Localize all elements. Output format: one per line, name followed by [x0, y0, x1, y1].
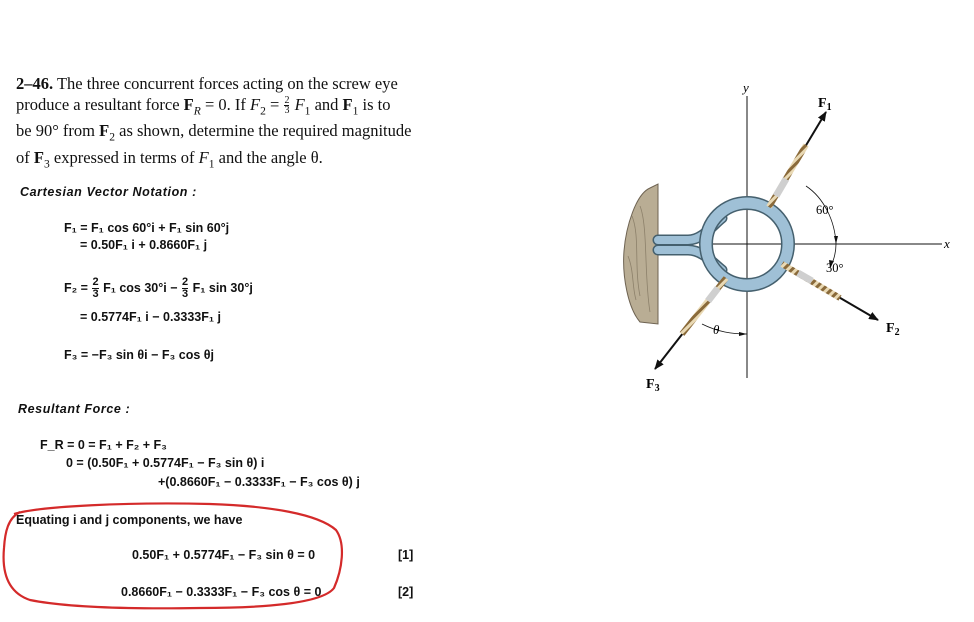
f1-rope-sleeve	[776, 179, 786, 196]
equation-1: 0.50F₁ + 0.5774F₁ − F₃ sin θ = 0	[132, 548, 316, 562]
f3-rope	[682, 278, 726, 334]
fr-equation-line-1: F_R = 0 = F₁ + F₂ + F₃	[40, 438, 167, 452]
f2-equation-line-1: F₂ = $\frac{2}{3}$ F₁ cos 30°i − $\frac{2}{3}$ F₁ sin 30°j	[64, 276, 253, 300]
fr-equation-line-3: +(0.8660F₁ − 0.3333F₁ − F₃ cos θ) j	[158, 475, 360, 489]
problem-number: 2–46.	[16, 74, 54, 93]
x-axis-label: x	[944, 236, 950, 251]
fr-equation-line-2: 0 = (0.50F₁ + 0.5774F₁ − F₃ sin θ) i	[66, 456, 265, 470]
f2-rope-sleeve	[798, 273, 812, 281]
wood-block	[624, 184, 658, 324]
f3-rope-sleeve	[708, 288, 718, 301]
angle-theta-label: θ	[713, 322, 720, 337]
equation-2-tag: [2]	[398, 585, 414, 599]
problem-line-2: produce a resultant force $F_R = 0$. If $F_2$ = $\frac{2}{3}$ $F_1$ and $F_1$ is to	[16, 94, 391, 117]
resultant-heading: Resultant Force :	[18, 402, 131, 416]
f3-label: $F_3$	[646, 377, 660, 394]
force-diagram	[610, 76, 960, 396]
cartesian-heading: Cartesian Vector Notation :	[20, 185, 197, 199]
f1-equation-line-1: F₁ = F₁ cos 60°i + F₁ sin 60°j	[64, 221, 230, 235]
f2-label: $F_2$	[886, 321, 900, 338]
f1-label: $F_1$	[818, 96, 832, 113]
f2-equation-line-2: = 0.5774F₁ i − 0.3333F₁ j	[80, 310, 221, 324]
problem-statement	[16, 74, 456, 175]
angle-60-label: 60°	[816, 203, 834, 217]
problem-line-4: of $F_3$ expressed in terms of $F_1$ and the angle θ.	[16, 148, 323, 171]
equating-text: Equating i and j components, we have	[16, 513, 243, 527]
f2-fraction-1: $\frac{2}{3}$	[92, 276, 99, 300]
equation-2: 0.8660F₁ − 0.3333F₁ − F₃ cos θ = 0	[121, 585, 322, 599]
angle-30-label: 30°	[826, 261, 844, 275]
f1-rope	[769, 145, 806, 207]
y-axis-label: y	[743, 80, 749, 95]
fraction-two-thirds: $\frac{2}{3}$	[284, 95, 290, 117]
problem-line-3: be 90° from $F_2$ as shown, determine the required magnitude	[16, 121, 412, 144]
f3-equation: F₃ = −F₃ sin θi − F₃ cos θj	[64, 348, 214, 362]
f2-fraction-2: $\frac{2}{3}$	[182, 276, 189, 300]
equation-1-tag: [1]	[398, 548, 414, 562]
f1-equation-line-2: = 0.50F₁ i + 0.8660F₁ j	[80, 238, 208, 252]
problem-line-1: 2–46. The three concurrent forces acting on the screw eye	[16, 74, 398, 93]
